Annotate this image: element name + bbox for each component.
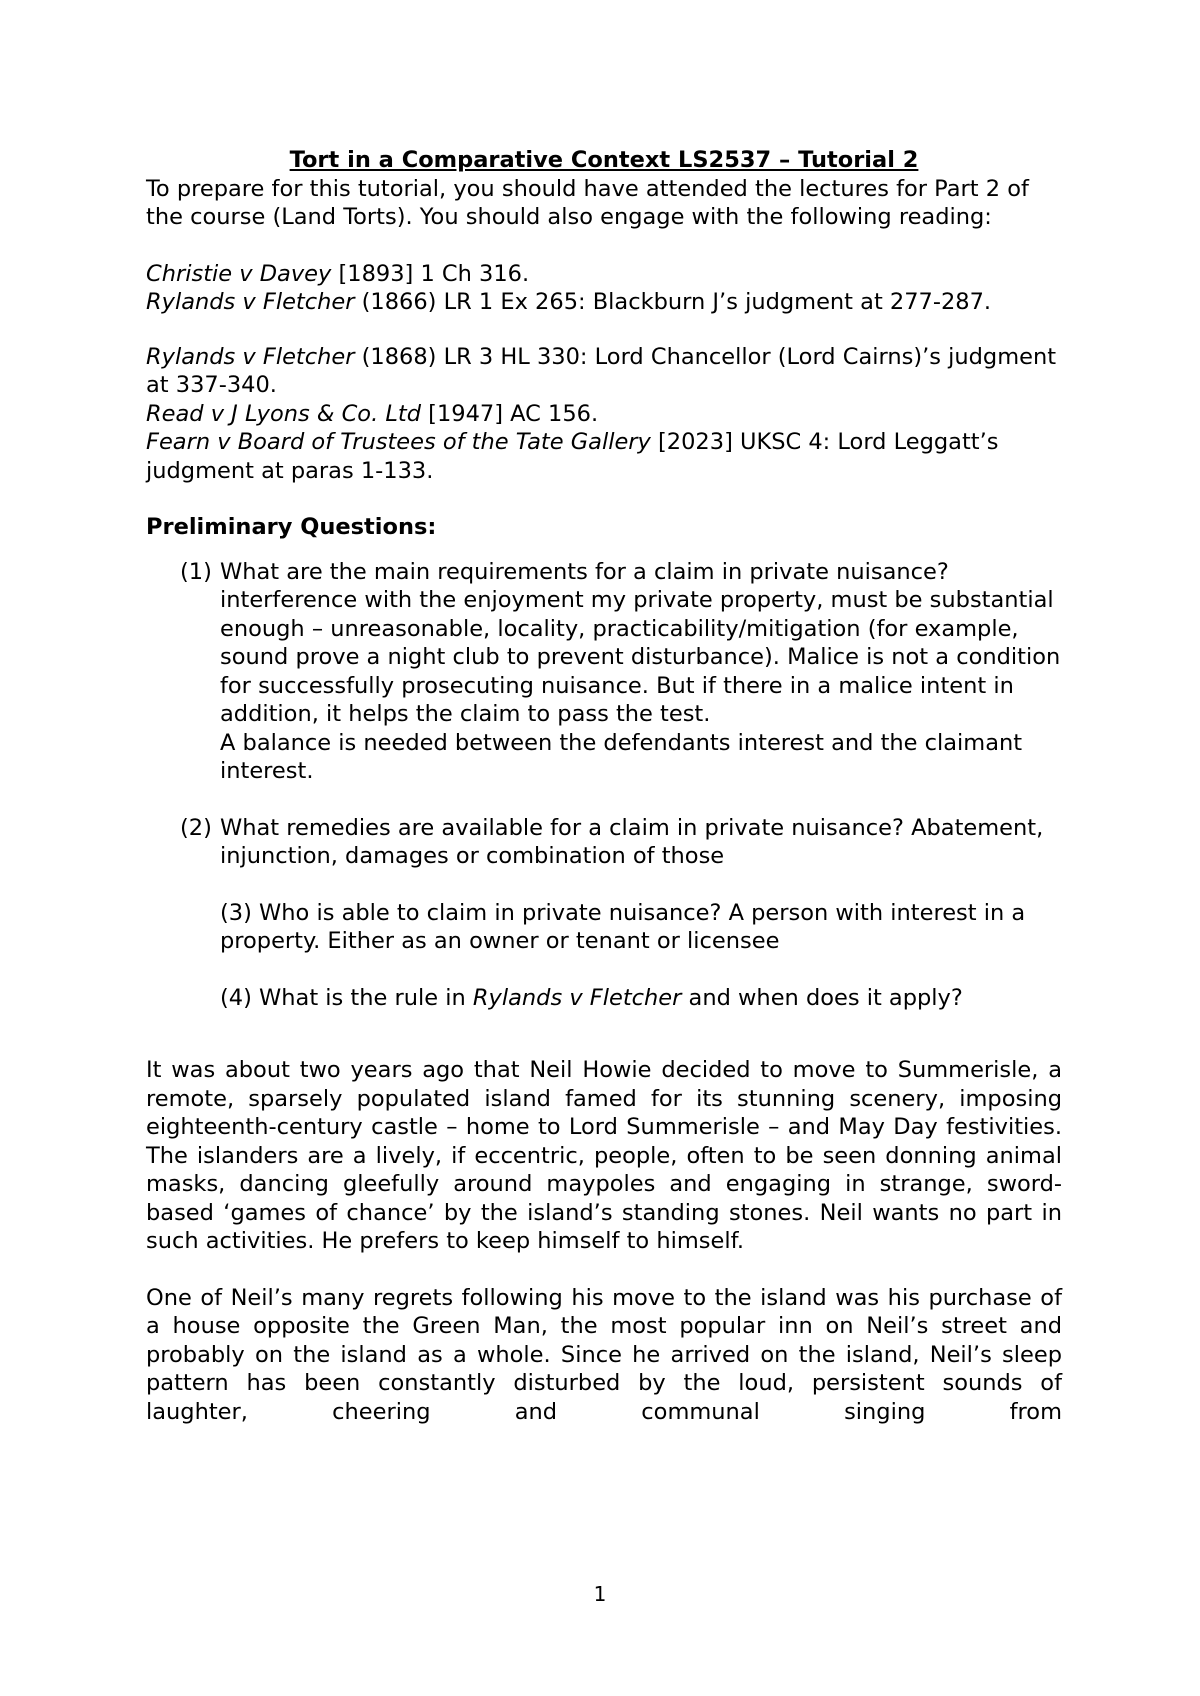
question-4 — [146, 984, 1062, 1013]
scenario-paragraph-2: One of Neil’s many regrets following his move to the island was his purchase of a house opposite the Green Man, the most popular inn on Neil’s street and probably on the island as a whole. Since he arrived on the island, Neil’s sleep pattern has been constantly disturbed by the loud, persistent sounds of laughter, cheering and communal singing from — [146, 1284, 1062, 1425]
question-number: (1) — [180, 558, 212, 585]
spacer — [146, 232, 1062, 260]
reading-item — [146, 260, 1062, 289]
question-2-text: What remedies are available for a claim in private nuisance? Abatement, injunction, damages or combination of those — [220, 814, 1044, 869]
spacer — [146, 1256, 1062, 1284]
document-title: Tort in a Comparative Context LS2537 – Tutorial 2 — [289, 147, 919, 173]
document-body — [146, 146, 1062, 1426]
spacer — [146, 1012, 1062, 1056]
case-name: Rylands v Fletcher — [146, 289, 355, 315]
spacer — [146, 485, 1062, 513]
scenario-paragraph-1: It was about two years ago that Neil Howie decided to move to Summerisle, a remote, sparsely populated island famed for its stunning scenery, imposing eighteenth-century castle – home to Lord Summerisle – and May Day festivities. The islanders are a lively, if eccentric, people, often to be seen donning animal masks, dancing gleefully around maypoles and engaging in strange, sword-based ‘games of chance’ by the island’s standing stones. Neil wants no part in such activities. He prefers to keep himself to himself. — [146, 1057, 1062, 1254]
question-1-text: What are the main requirements for a claim in private nuisance? interference with the enjoyment my private property, must be substantial enough – unreasonable, locality, practicability/mitigation (for example, sound prove a night club to prevent disturbance). Malice is not a condition for successfully prosecuting nuisance. But if there in a malice intent in addition, it helps the claim to pass the test. — [220, 558, 1061, 727]
case-citation: [1947] AC 156. — [421, 400, 599, 427]
case-citation: [2023] UKSC 4: Lord Leggatt’s judgment at paras 1-133. — [146, 429, 999, 484]
case-name: Christie v Davey — [146, 260, 332, 287]
question-4-case: Rylands v Fletcher — [472, 984, 682, 1011]
reading-item — [146, 400, 1062, 429]
spacer — [146, 542, 1062, 558]
spacer — [146, 871, 1062, 899]
question-3: (3) Who is able to claim in private nuisance? A person with interest in a property. Either as an owner or tenant or licensee — [220, 899, 1026, 954]
case-citation: (1868) LR 3 HL 330: Lord Chancellor (Lord Cairns)’s judgment at 337-340. — [146, 343, 1057, 398]
spacer — [146, 786, 1062, 814]
case-citation: (1866) LR 1 Ex 265: Blackburn J’s judgment at 277-287. — [354, 289, 992, 315]
reading-item — [146, 288, 1062, 317]
spacer — [146, 956, 1062, 984]
question-4-after: and when does it apply? — [681, 984, 963, 1011]
page-number: 1 — [593, 1582, 607, 1606]
reading-item — [146, 343, 1062, 400]
question-2 — [146, 814, 1062, 871]
question-number: (2) — [180, 814, 212, 841]
question-4-before: (4) What is the rule in — [220, 984, 473, 1011]
case-name: Read v J Lyons & Co. Ltd — [146, 400, 422, 427]
spacer — [146, 317, 1062, 343]
preliminary-questions-heading: Preliminary Questions: — [146, 514, 437, 540]
case-name: Fearn v Board of Trustees of the Tate Gallery — [146, 429, 651, 455]
reading-list — [146, 260, 1062, 486]
case-citation: [1893] 1 Ch 316. — [331, 260, 530, 287]
question-1 — [146, 558, 1062, 786]
intro-paragraph: To prepare for this tutorial, you should have attended the lectures for Part 2 of the course (Land Torts). You should also engage with the following reading: — [146, 175, 1029, 230]
reading-item — [146, 428, 1062, 485]
question-1-extra: A balance is needed between the defendants interest and the claimant interest. — [220, 729, 1023, 784]
case-name: Rylands v Fletcher — [146, 343, 355, 370]
